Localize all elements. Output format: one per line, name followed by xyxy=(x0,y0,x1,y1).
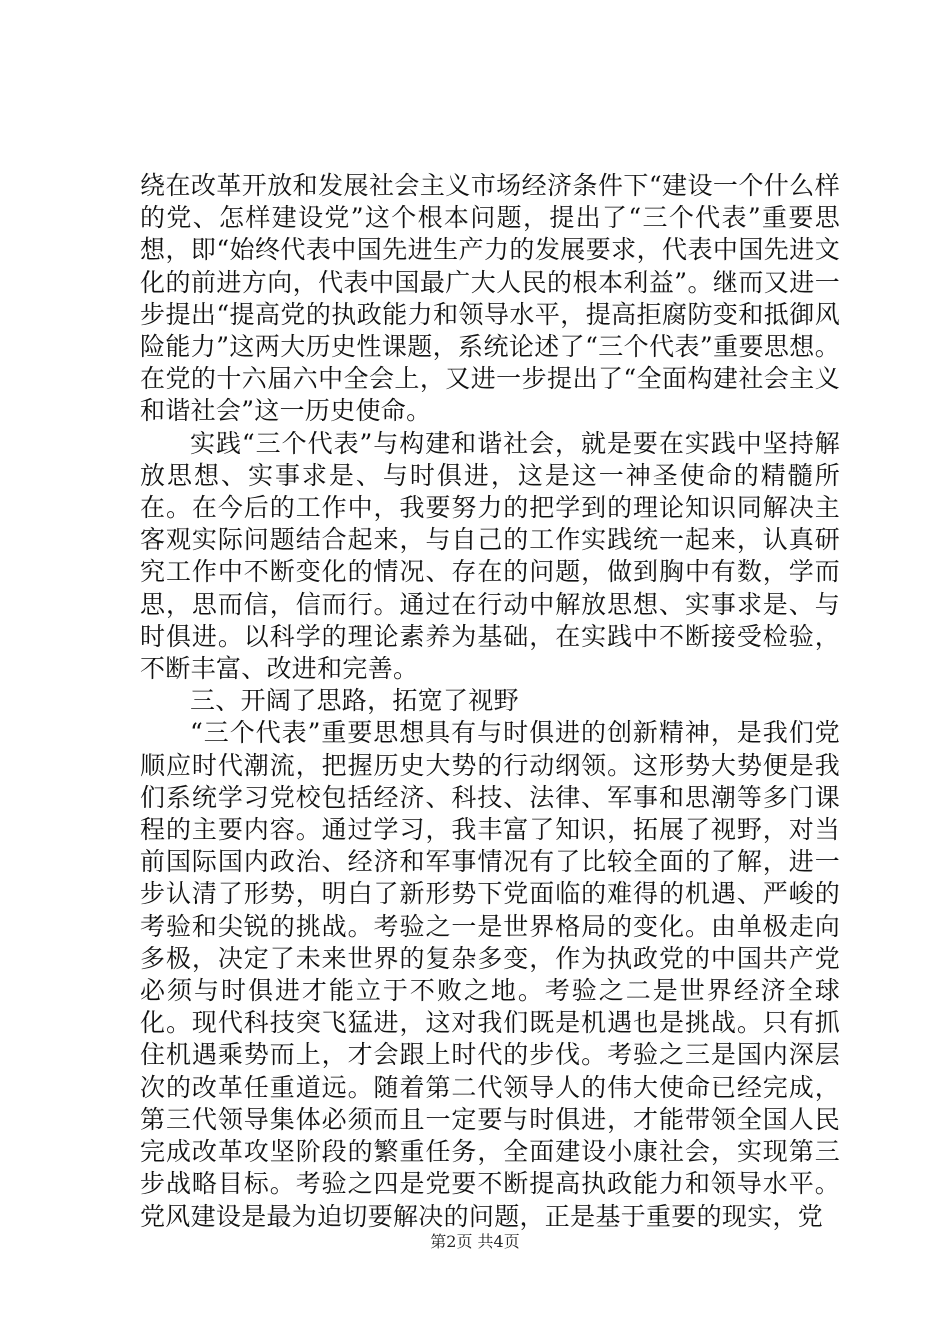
section-heading: 三、开阔了思路，拓宽了视野 xyxy=(190,686,519,716)
page-footer: 第2页 共4页 xyxy=(430,1232,520,1251)
paragraph-continuation: 绕在改革开放和发展社会主义市场经济条件下“建设一个什么样的党、怎样建设党”这个根本问题，提出了“三个代表”重要思想，即“始终代表中国先进生产力的发展要求，代表中国先进文化的前进方向，代表中国最广大人民的根本利益”。继而又进一步提出“提高党的执政能力和领导水平，提高拒腐防变和抵御风险能力”这两大历史性课题，系统论述了“三个代表”重要思想。在党的十六届六中全会上，又进一步提出了“全面构建社会主义和谐社会”这一历史使命。 xyxy=(140,171,840,426)
paragraph-perspective: “三个代表”重要思想具有与时俱进的创新精神，是我们党顺应时代潮流，把握历史大势的行动纲领。这形势大势便是我们系统学习党校包括经济、科技、法律、军事和思潮等多门课程的主要内容。通过学习，我丰富了知识，拓展了视野，对当前国际国内政治、经济和军事情况有了比较全面的了解，进一步认清了形势，明白了新形势下党面临的难得的机遇、严峻的考验和尖锐的挑战。考验之一是世界格局的变化。由单极走向多极，决定了未来世界的复杂多变，作为执政党的中国共产党必须与时俱进才能立于不败之地。考验之二是世界经济全球化。现代科技突飞猛进，这对我们既是机遇也是挑战。只有抓住机遇乘势而上，才会跟上时代的步伐。考验之三是国内深层次的改革任重道远。随着第二代领导人的伟大使命已经完成，第三代领导集体必须而且一定要与时俱进，才能带领全国人民完成改革攻坚阶段的繁重任务，全面建设小康社会，实现第三步战略目标。考验之四是党要不断提高执政能力和领导水平。党风建设是最为迫切要解决的问题，正是基于重要的现实，党 xyxy=(140,718,840,1231)
paragraph-practice: 实践“三个代表”与构建和谐社会，就是要在实践中坚持解放思想、实事求是、与时俱进，这是这一神圣使命的精髓所在。在今后的工作中，我要努力的把学到的理论知识同解决主客观实际问题结合起来，与自己的工作实践统一起来，认真研究工作中不断变化的情况、存在的问题，做到胸中有数，学而思，思而信，信而行。通过在行动中解放思想、实事求是、与时俱进。以科学的理论素养为基础，在实践中不断接受检验，不断丰富、改进和完善。 xyxy=(140,428,840,684)
body-text xyxy=(140,170,840,1233)
